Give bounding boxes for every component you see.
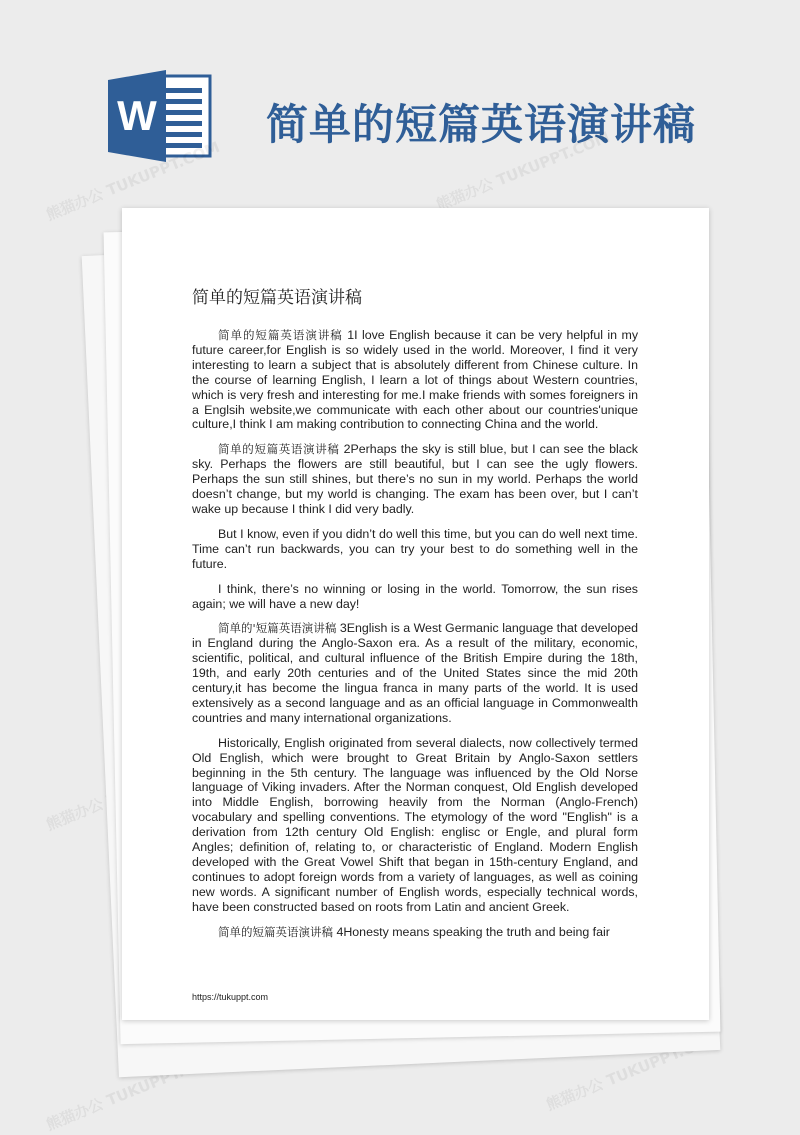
- paragraph-prefix: 简单的短篇英语演讲稿: [218, 328, 343, 342]
- paragraph: [192, 925, 638, 940]
- watermark: 熊猫办公 TUKUPPT.COM: [43, 1047, 223, 1135]
- watermark: 熊猫办公 TUKUPPT.COM: [433, 127, 613, 215]
- paragraph-text: 4Honesty means speaking the truth and being fair: [333, 924, 610, 939]
- watermark: 熊猫办公 TUKUPPT.COM: [543, 1027, 723, 1115]
- paragraph-text: But I know, even if you didn’t do well this time, but you can do well next time. Time can’t run backwards, you can try your best to do something well in the future.: [192, 526, 638, 571]
- paragraph-prefix: 简单的短篇英语演讲稿: [218, 924, 333, 939]
- document-page: [122, 208, 709, 1020]
- paragraph: [192, 582, 638, 612]
- paragraph: [192, 328, 638, 432]
- paragraph: [192, 621, 638, 725]
- document-title: 简单的短篇英语演讲稿: [192, 288, 362, 308]
- paragraph-prefix: 简单的'短篇英语演讲稿: [218, 621, 337, 636]
- paragraph-prefix: 简单的短篇英语演讲稿: [218, 442, 340, 457]
- paragraph-text: 2Perhaps the sky is still blue, but I can see the black sky. Perhaps the flowers are still beautiful, but I can see the ugly flowers. Perhaps the sun still shines, but there’s no sun in my world. Perhaps the world doesn’t change, but my world is changing. The exam has been over, but I can’t wake up because I think I did very badly.: [192, 442, 639, 516]
- paragraph: [192, 736, 638, 915]
- svg-text:W: W: [117, 92, 157, 139]
- paragraph-text: 3English is a West Germanic language that developed in England during the Anglo-Saxon era. As a result of the military, economic, scientific, political, and cultural influence of the British Empire during the 18th, 19th, and early 20th centuries and of the United States since the mid 20th century,it has become the lingua franca in many parts of the world. It is used extensively as a second language and as an official language in Commonwealth countries and many international organizations.: [192, 621, 638, 725]
- paragraph-text: I think, there’s no winning or losing in the world. Tomorrow, the sun rises again; we will have a new day!: [192, 581, 638, 611]
- paragraph-text: 1I love English because it can be very helpful in my future career,for English is so widely used in the world. Moreover, I find it very interesting to learn a subject that is absolutely different from Chinese culture. In the course of learning English, I learn a lot of things about Western countries, which is very fresh and interesting for me.I make friends with somes foreigners in a Englsih website,we communicate with each other about our countries'unique culture,I think I am making contribution to connecting China and the world.: [192, 328, 639, 432]
- page-title: 简单的短篇英语演讲稿: [266, 100, 697, 149]
- paragraph: [192, 527, 638, 572]
- paragraph-text: Historically, English originated from several dialects, now collectively termed Old English, which were brought to Great Britain by Anglo-Saxon settlers beginning in the 5th century. The language was influenced by the Old Norse language of Viking invaders. After the Norman conquest, Old English developed into Middle English, borrowing heavily from the Norman (Anglo-French) vocabulary and spelling conventions. The etymology of the word "English" is a derivation from 12th century Old English: englisc or Engle, and plural form Angles; definition of, relating to, or characteristic of England. Modern English developed with the Great Vowel Shift that began in 15th-century England, and continues to adopt foreign words from a variety of languages, as well as coining new words. A significant number of English words, especially technical words, have been constructed based on roots from Latin and ancient Greek.: [192, 735, 638, 914]
- watermark: 熊猫办公 TUKUPPT.COM: [43, 137, 223, 225]
- footer-url: https://tukuppt.com: [192, 992, 269, 1002]
- watermark: 熊猫办公: [43, 794, 106, 835]
- document-body: [192, 328, 638, 950]
- paragraph: [192, 442, 638, 517]
- word-icon: [108, 70, 212, 162]
- header: [0, 0, 800, 200]
